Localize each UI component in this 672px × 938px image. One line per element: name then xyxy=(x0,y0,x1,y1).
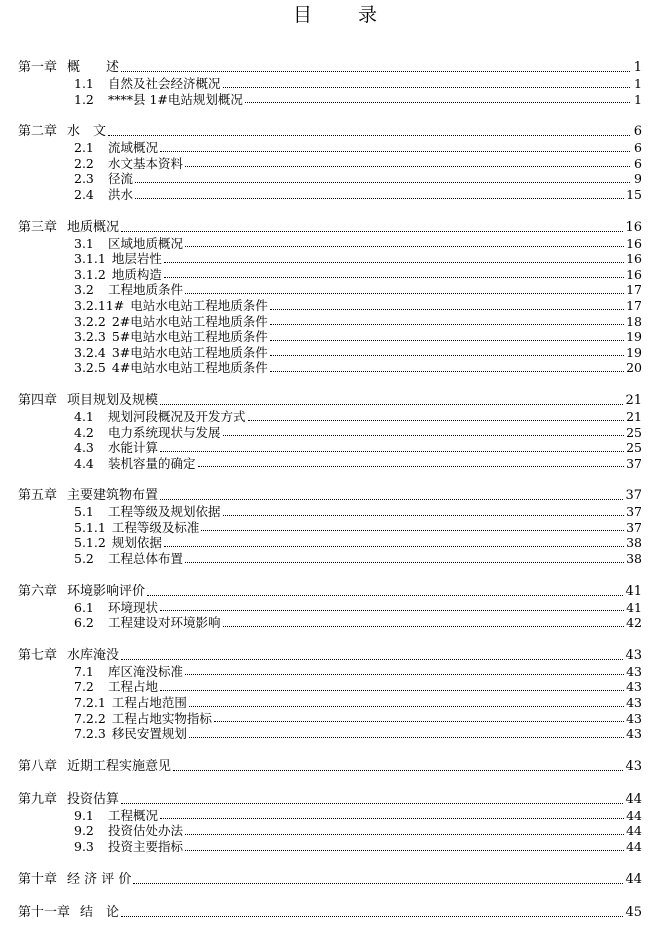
chapter-number: 第五章 xyxy=(18,488,58,504)
section-title: 规划河段概况及开发方式 xyxy=(108,408,246,424)
toc-section-entry[interactable] xyxy=(18,615,642,631)
dot-leader xyxy=(198,466,625,467)
toc-chapter-block xyxy=(18,220,642,376)
chapter-number: 第八章 xyxy=(18,758,58,774)
toc-section-entry[interactable] xyxy=(18,695,642,711)
section-number: 2.1 xyxy=(74,140,94,156)
dot-leader xyxy=(270,324,624,325)
dot-leader xyxy=(270,340,624,341)
section-title: 3#电站水电站工程地质条件 xyxy=(111,344,268,360)
dot-leader xyxy=(160,610,624,611)
toc-section-entry[interactable] xyxy=(18,187,642,203)
toc-section-entry[interactable] xyxy=(18,76,642,92)
section-number: 2.2 xyxy=(74,155,94,171)
section-number: 4.1 xyxy=(74,408,94,424)
section-number: 1.1 xyxy=(74,76,94,91)
section-title: 装机容量的确定 xyxy=(108,455,196,471)
section-title: 4#电站水电站工程地质条件 xyxy=(111,360,268,376)
toc-section-entry[interactable] xyxy=(18,520,642,536)
section-title: 工程地质条件 xyxy=(108,282,184,298)
section-number: 2.3 xyxy=(74,171,94,187)
page-number: 21 xyxy=(625,392,642,408)
section-title: 投资估处办法 xyxy=(108,823,184,839)
toc-section-entry[interactable] xyxy=(18,664,642,680)
chapter-title: 地质概况 xyxy=(67,219,120,235)
section-number: 6.1 xyxy=(74,599,94,615)
page-number: 19 xyxy=(626,329,642,345)
page-number: 43 xyxy=(625,647,642,663)
section-number: 3.1 xyxy=(74,235,94,251)
toc-chapter-block xyxy=(18,60,642,107)
section-number: 3.2.4 xyxy=(74,344,106,360)
section-number: 7.2.2 xyxy=(74,710,106,726)
page-number: 16 xyxy=(625,219,642,235)
section-title: 工程建设对环境影响 xyxy=(108,615,221,631)
section-number: 3.2 xyxy=(74,282,94,298)
page-number: 43 xyxy=(625,758,642,774)
page-number: 9 xyxy=(634,171,642,187)
section-number: 6.2 xyxy=(74,615,94,631)
toc-section-entry[interactable] xyxy=(18,314,642,330)
page-number: 20 xyxy=(626,360,642,376)
section-title: 工程占地 xyxy=(108,679,159,695)
section-title: 投资主要指标 xyxy=(108,839,184,854)
page-number: 1 xyxy=(633,60,642,75)
chapter-number: 第九章 xyxy=(18,791,58,807)
chapter-title: 主要建筑物布置 xyxy=(67,488,159,504)
section-number: 4.3 xyxy=(74,440,94,456)
page-number: 44 xyxy=(626,823,642,839)
page-number: 6 xyxy=(633,124,642,140)
toc-chapter-block xyxy=(18,584,642,631)
toc-section-entry[interactable] xyxy=(18,839,642,855)
toc-section-entry[interactable] xyxy=(18,298,642,314)
toc-chapter-entry[interactable] xyxy=(18,220,642,236)
page-number: 43 xyxy=(626,663,642,679)
toc-section-entry[interactable] xyxy=(18,409,642,425)
section-title: 工程等级及标准 xyxy=(111,519,200,535)
dot-leader xyxy=(133,883,623,884)
page-number: 17 xyxy=(626,282,642,298)
toc-chapter-block xyxy=(18,488,642,566)
toc-chapter-block xyxy=(18,872,642,888)
dot-leader xyxy=(189,737,624,738)
toc-chapter-block xyxy=(18,792,642,855)
section-title: 径流 xyxy=(108,171,134,187)
toc-section-entry[interactable] xyxy=(18,156,642,172)
section-number: 3.2.2 xyxy=(74,313,106,329)
section-number: 3.1.1 xyxy=(74,251,106,267)
toc-section-entry[interactable] xyxy=(18,551,642,567)
page-number: 43 xyxy=(626,695,642,711)
section-title: 洪水 xyxy=(108,186,134,202)
toc-section-entry[interactable] xyxy=(18,251,642,267)
section-title: 水文基本资料 xyxy=(108,155,184,171)
dot-leader xyxy=(223,435,625,436)
page-number: 41 xyxy=(625,583,642,599)
dot-leader xyxy=(121,71,630,72)
page-number: 21 xyxy=(626,408,642,424)
page-number: 1 xyxy=(634,91,642,107)
dot-leader xyxy=(160,499,623,500)
section-number: 9.1 xyxy=(74,807,94,823)
section-number: 9.3 xyxy=(74,839,94,854)
chapter-number: 第六章 xyxy=(18,583,58,599)
dot-leader xyxy=(214,721,624,722)
toc-chapter-block xyxy=(18,124,642,202)
section-number: 9.2 xyxy=(74,823,94,839)
chapter-title: 投资估算 xyxy=(67,791,120,807)
dot-leader xyxy=(164,277,624,278)
section-number: 3.2.3 xyxy=(74,329,106,345)
chapter-number: 第三章 xyxy=(18,219,58,235)
dot-leader xyxy=(245,102,630,103)
chapter-title: 近期工程实施意见 xyxy=(67,758,172,774)
section-title: 地质构造 xyxy=(111,266,162,282)
dot-leader xyxy=(185,850,624,851)
section-title: 水能计算 xyxy=(108,440,159,456)
section-title: 环境现状 xyxy=(108,599,159,615)
page-number: 37 xyxy=(626,504,642,520)
dot-leader xyxy=(164,262,624,263)
page-number: 44 xyxy=(625,791,642,807)
page-number: 16 xyxy=(626,266,642,282)
dot-leader xyxy=(108,135,630,136)
toc-chapter-entry[interactable] xyxy=(18,872,642,888)
dot-leader xyxy=(173,770,623,771)
section-title: 2#电站水电站工程地质条件 xyxy=(111,313,268,329)
dot-leader xyxy=(121,916,623,917)
section-title: 工程总体布置 xyxy=(108,551,184,567)
dot-leader xyxy=(270,371,624,372)
section-number: 4.4 xyxy=(74,455,94,471)
dot-leader xyxy=(135,182,630,183)
dot-leader xyxy=(121,231,623,232)
section-number: 5.1.2 xyxy=(74,535,106,551)
section-number: 4.2 xyxy=(74,424,94,440)
section-title: 5#电站水电站工程地质条件 xyxy=(111,329,268,345)
dot-leader xyxy=(160,690,624,691)
toc-chapter-entry[interactable] xyxy=(18,393,642,409)
page-number: 38 xyxy=(626,551,642,567)
dot-leader xyxy=(160,404,623,405)
dot-leader xyxy=(223,626,625,627)
toc-section-entry[interactable] xyxy=(18,425,642,441)
toc-section-entry[interactable] xyxy=(18,726,642,742)
chapter-number: 第二章 xyxy=(18,124,58,140)
section-number: 3.2.11# xyxy=(74,297,125,313)
section-number: 7.2.3 xyxy=(74,726,106,742)
toc-section-entry[interactable] xyxy=(18,823,642,839)
page-number: 16 xyxy=(626,251,642,267)
toc-section-entry[interactable] xyxy=(18,236,642,252)
chapter-number: 第十一章 xyxy=(18,904,71,920)
chapter-title: 结 论 xyxy=(80,904,120,920)
section-number: 3.1.2 xyxy=(74,266,106,282)
section-title: 移民安置规划 xyxy=(111,726,187,742)
dot-leader xyxy=(185,293,624,294)
page-number: 43 xyxy=(626,679,642,695)
chapter-number: 第一章 xyxy=(18,60,58,75)
dot-leader xyxy=(223,515,625,516)
toc-chapter-entry[interactable] xyxy=(18,488,642,504)
section-title: 电站水电站工程地质条件 xyxy=(130,297,268,313)
toc-title-first: 目 xyxy=(292,4,314,26)
page-number: 41 xyxy=(626,599,642,615)
page-number: 37 xyxy=(626,519,642,535)
dot-leader xyxy=(201,530,624,531)
toc-chapter-entry[interactable] xyxy=(18,60,642,76)
dot-leader xyxy=(160,451,624,452)
chapter-title: 概 述 xyxy=(67,60,120,75)
section-number: 1.2 xyxy=(74,91,94,107)
toc-section-entry[interactable] xyxy=(18,140,642,156)
toc-chapter-entry[interactable] xyxy=(18,124,642,140)
page-number: 44 xyxy=(625,871,642,887)
dot-leader xyxy=(121,803,623,804)
chapter-number: 第十章 xyxy=(18,871,58,887)
page-number: 17 xyxy=(626,297,642,313)
dot-leader xyxy=(147,595,623,596)
toc-chapter-entry[interactable] xyxy=(18,792,642,808)
toc-section-entry[interactable] xyxy=(18,504,642,520)
toc-title xyxy=(0,4,672,26)
dot-leader xyxy=(164,546,624,547)
page-number: 42 xyxy=(626,615,642,631)
dot-leader xyxy=(248,420,625,421)
toc-section-entry[interactable] xyxy=(18,171,642,187)
page-number: 43 xyxy=(626,710,642,726)
toc-section-entry[interactable] xyxy=(18,92,642,108)
section-title: 工程概况 xyxy=(108,807,159,823)
dot-leader xyxy=(185,562,624,563)
toc-section-entry[interactable] xyxy=(18,535,642,551)
dot-leader xyxy=(185,166,630,167)
table-of-contents xyxy=(18,60,642,938)
section-number: 5.2 xyxy=(74,551,94,567)
page-number: 6 xyxy=(634,140,642,156)
chapter-number: 第七章 xyxy=(18,647,58,663)
toc-section-entry[interactable] xyxy=(18,440,642,456)
section-title: 规划依据 xyxy=(111,535,162,551)
chapter-title: 环境影响评价 xyxy=(67,583,146,599)
page-number: 37 xyxy=(625,488,642,504)
toc-section-entry[interactable] xyxy=(18,329,642,345)
page-number: 1 xyxy=(634,76,642,91)
section-title: 自然及社会经济概况 xyxy=(108,76,221,91)
toc-chapter-block xyxy=(18,648,642,742)
page-number: 15 xyxy=(626,186,642,202)
chapter-title: 水 文 xyxy=(67,124,107,140)
section-number: 3.2.5 xyxy=(74,360,106,376)
toc-chapter-block xyxy=(18,393,642,471)
page-number: 37 xyxy=(626,455,642,471)
dot-leader xyxy=(185,246,624,247)
chapter-title: 项目规划及规模 xyxy=(67,392,159,408)
page-number: 19 xyxy=(626,344,642,360)
dot-leader xyxy=(189,706,624,707)
toc-chapter-entry[interactable] xyxy=(18,759,642,775)
section-number: 7.2 xyxy=(74,679,94,695)
toc-section-entry[interactable] xyxy=(18,679,642,695)
dot-leader xyxy=(121,659,623,660)
section-title: 区域地质概况 xyxy=(108,235,184,251)
toc-section-entry[interactable] xyxy=(18,267,642,283)
toc-section-entry[interactable] xyxy=(18,600,642,616)
page-number: 6 xyxy=(634,155,642,171)
dot-leader xyxy=(160,818,624,819)
toc-chapter-block xyxy=(18,759,642,775)
dot-leader xyxy=(135,198,624,199)
chapter-title: 经 济 评 价 xyxy=(67,871,132,887)
section-number: 7.2.1 xyxy=(74,695,106,711)
toc-section-entry[interactable] xyxy=(18,345,642,361)
section-number: 7.1 xyxy=(74,663,94,679)
toc-chapter-entry[interactable] xyxy=(18,648,642,664)
section-title: 库区淹没标准 xyxy=(108,663,184,679)
section-title: 工程占地实物指标 xyxy=(111,710,212,726)
chapter-title: 水库淹没 xyxy=(67,647,120,663)
toc-section-entry[interactable] xyxy=(18,808,642,824)
section-title: 地层岩性 xyxy=(111,251,162,267)
section-number: 2.4 xyxy=(74,186,94,202)
page-number: 44 xyxy=(626,839,642,854)
section-number: 5.1 xyxy=(74,504,94,520)
chapter-number: 第四章 xyxy=(18,392,58,408)
toc-title-second: 录 xyxy=(358,4,380,26)
section-title: 工程等级及规划依据 xyxy=(108,504,221,520)
page-number: 43 xyxy=(626,726,642,742)
section-title: ****县 1#电站规划概况 xyxy=(108,91,243,107)
toc-section-entry[interactable] xyxy=(18,360,642,376)
page-number: 18 xyxy=(626,313,642,329)
section-title: 流域概况 xyxy=(108,140,159,156)
section-number: 5.1.1 xyxy=(74,519,106,535)
section-title: 工程占地范围 xyxy=(111,695,187,711)
page-number: 45 xyxy=(625,904,642,920)
dot-leader xyxy=(223,87,630,88)
page-number: 38 xyxy=(626,535,642,551)
toc-section-entry[interactable] xyxy=(18,282,642,298)
dot-leader xyxy=(270,309,624,310)
page-number: 16 xyxy=(626,235,642,251)
page-number: 44 xyxy=(626,807,642,823)
toc-section-entry[interactable] xyxy=(18,711,642,727)
dot-leader xyxy=(185,834,624,835)
dot-leader xyxy=(270,355,624,356)
dot-leader xyxy=(185,674,624,675)
toc-chapter-entry[interactable] xyxy=(18,584,642,600)
page-number: 25 xyxy=(626,424,642,440)
page-number: 25 xyxy=(626,440,642,456)
dot-leader xyxy=(160,151,630,152)
section-title: 电力系统现状与发展 xyxy=(108,424,221,440)
toc-section-entry[interactable] xyxy=(18,456,642,472)
